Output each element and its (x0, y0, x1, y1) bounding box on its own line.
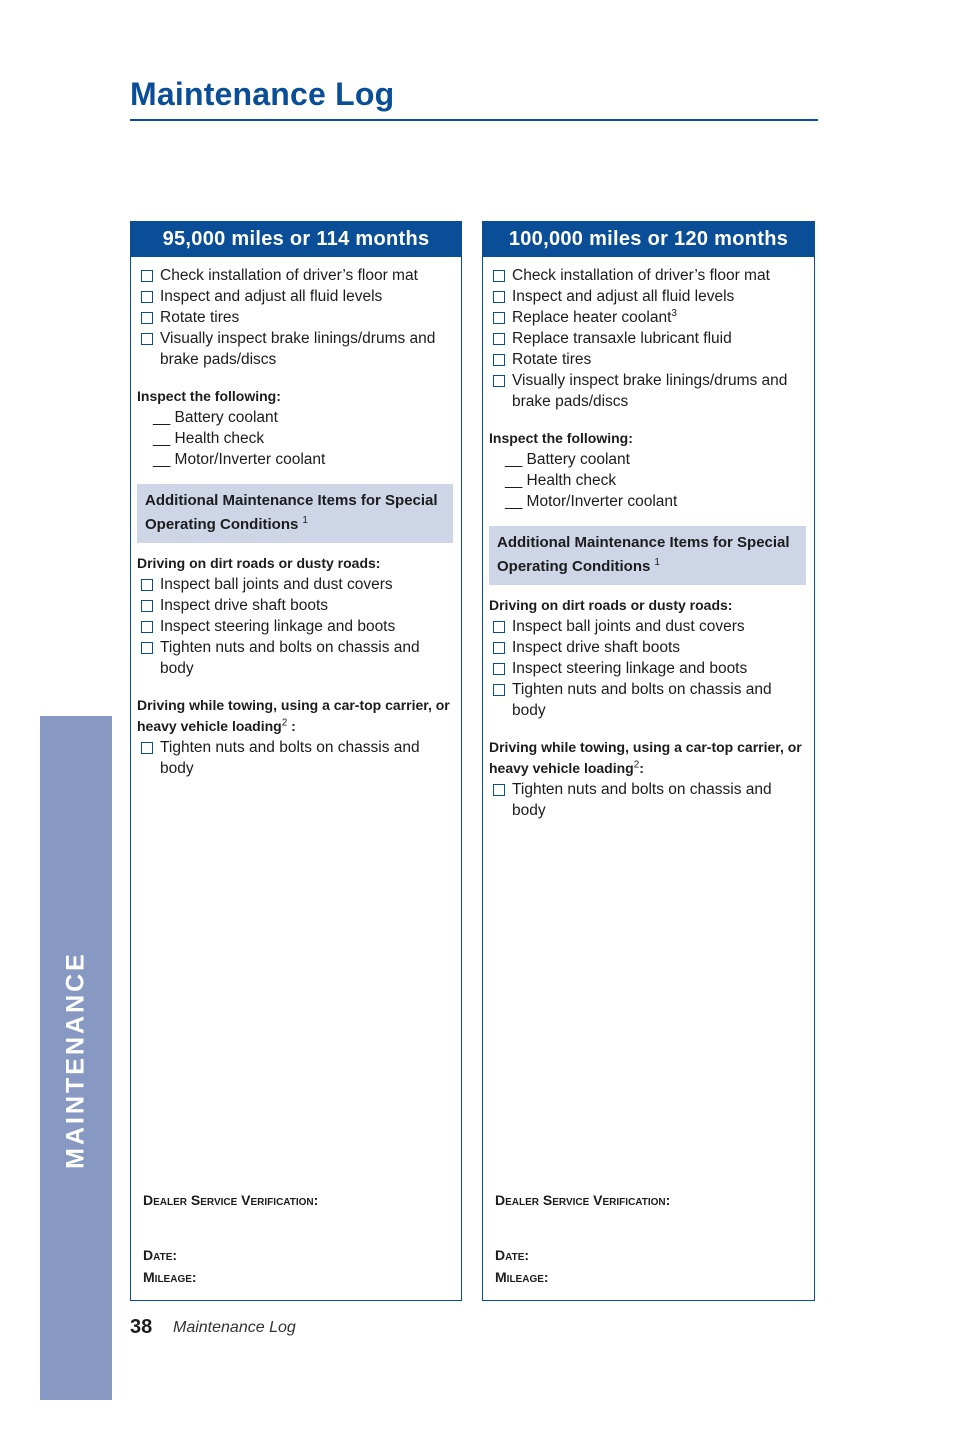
checklist-item-text: Tighten nuts and bolts on chassis and body (160, 739, 420, 777)
checklist-item (489, 616, 808, 637)
checklist-item-text: Replace transaxle lubricant fluid (512, 330, 732, 347)
checkbox[interactable] (493, 684, 505, 696)
page-title: Maintenance Log (130, 76, 395, 112)
checklist-item (489, 286, 808, 307)
checklist-item-text: Replace heater coolant (512, 309, 672, 326)
inspect-item: __ Motor/Inverter coolant (505, 493, 678, 510)
panel-body (483, 257, 814, 821)
towing-label (137, 695, 455, 737)
special-conditions-title: Additional Maintenance Items for Special Operating Conditions (145, 492, 438, 533)
checklist-item-text: Rotate tires (160, 309, 240, 326)
panel-body (131, 257, 461, 779)
checklist-item-text: Inspect ball joints and dust covers (160, 576, 393, 593)
checkbox[interactable] (141, 291, 153, 303)
checklist-item (489, 328, 808, 349)
title-rule (130, 119, 818, 121)
checkbox[interactable] (493, 375, 505, 387)
maintenance-panel (482, 221, 815, 1301)
checkbox[interactable] (493, 784, 505, 796)
towing-label (489, 737, 808, 779)
checklist-item-text: Inspect ball joints and dust covers (512, 618, 745, 635)
checklist-item-text: Tighten nuts and bolts on chassis and body (512, 781, 772, 819)
checklist-item (489, 265, 808, 286)
page-number: 38 (130, 1316, 153, 1338)
inspect-item: __ Health check (153, 430, 265, 447)
maintenance-panel (130, 221, 462, 1301)
checkbox[interactable] (141, 600, 153, 612)
checklist-item (137, 616, 455, 637)
towing-label-text: Driving while towing, using a car-top carrier, or heavy vehicle loading (137, 697, 450, 734)
inspect-item: __ Battery coolant (505, 451, 630, 468)
checklist-item (137, 286, 455, 307)
checkbox[interactable] (493, 642, 505, 654)
checklist-item-text: Check installation of driver’s floor mat (512, 267, 770, 284)
checklist-item-text: Inspect steering linkage and boots (512, 660, 748, 677)
checklist-item (489, 679, 808, 721)
checkbox[interactable] (493, 270, 505, 282)
special-conditions-box (137, 484, 453, 543)
checklist-item (137, 637, 455, 679)
dealer-verification-label: Dealer Service Verification: (143, 1192, 319, 1208)
checkbox[interactable] (493, 621, 505, 633)
panel-header: 95,000 miles or 114 months (131, 222, 461, 257)
checkbox[interactable] (493, 354, 505, 366)
date-label: Date: (143, 1247, 178, 1263)
dirt-roads-label: Driving on dirt roads or dusty roads: (137, 555, 381, 571)
dirt-roads-label: Driving on dirt roads or dusty roads: (489, 597, 733, 613)
inspect-item: __ Motor/Inverter coolant (153, 451, 326, 468)
date-label: Date: (495, 1247, 530, 1263)
towing-label-suffix: : (287, 718, 296, 734)
inspect-label: Inspect the following: (137, 388, 281, 404)
checklist-item-text: Rotate tires (512, 351, 592, 368)
checklist-item (137, 574, 455, 595)
checklist-item-text: Visually inspect brake linings/drums and brake pads/discs (512, 372, 788, 410)
checklist-item (489, 779, 808, 821)
checklist-item-text: Inspect drive shaft boots (160, 597, 329, 614)
special-conditions-box (489, 526, 806, 585)
checklist-item-text: Tighten nuts and bolts on chassis and body (160, 639, 420, 677)
checklist-item (137, 328, 455, 370)
footnote-ref: 2 (633, 759, 640, 771)
checklist-item-text: Visually inspect brake linings/drums and brake pads/discs (160, 330, 436, 368)
checkbox[interactable] (141, 742, 153, 754)
inspect-item: __ Health check (505, 472, 617, 489)
checklist-item-text: Inspect steering linkage and boots (160, 618, 396, 635)
checklist-item-text: Inspect and adjust all fluid levels (512, 288, 735, 305)
footer-label: Maintenance Log (173, 1319, 296, 1336)
checklist-item-text: Tighten nuts and bolts on chassis and body (512, 681, 772, 719)
checkbox[interactable] (141, 333, 153, 345)
mileage-label: Mileage: (143, 1269, 197, 1285)
side-tab-label: MAINTENANCE (61, 951, 90, 1169)
checklist-item-text: Inspect and adjust all fluid levels (160, 288, 383, 305)
checklist-item (489, 349, 808, 370)
dealer-verification-label: Dealer Service Verification: (495, 1192, 671, 1208)
checkbox[interactable] (141, 642, 153, 654)
checklist-item (489, 637, 808, 658)
special-conditions-title: Additional Maintenance Items for Special Operating Conditions (497, 534, 790, 575)
footnote-ref: 2 (281, 717, 288, 729)
checklist-item (137, 737, 455, 779)
checkbox[interactable] (141, 312, 153, 324)
checkbox[interactable] (493, 333, 505, 345)
footnote-ref: 3 (671, 307, 677, 319)
footnote-ref: 1 (302, 515, 308, 526)
checklist-item (137, 265, 455, 286)
checklist-item (489, 307, 808, 328)
checkbox[interactable] (493, 291, 505, 303)
towing-label-text: Driving while towing, using a car-top carrier, or heavy vehicle loading (489, 739, 802, 776)
checklist-item-text: Inspect drive shaft boots (512, 639, 681, 656)
inspect-label: Inspect the following: (489, 430, 633, 446)
checkbox[interactable] (141, 621, 153, 633)
footnote-ref: 1 (654, 557, 660, 568)
inspect-item: __ Battery coolant (153, 409, 278, 426)
checkbox[interactable] (141, 579, 153, 591)
checklist-item (489, 370, 808, 412)
checklist-item (489, 658, 808, 679)
mileage-label: Mileage: (495, 1269, 549, 1285)
checklist-item (137, 595, 455, 616)
panel-header: 100,000 miles or 120 months (483, 222, 814, 257)
checkbox[interactable] (141, 270, 153, 282)
checkbox[interactable] (493, 312, 505, 324)
towing-label-suffix: : (639, 760, 644, 776)
checklist-item (137, 307, 455, 328)
checklist-item-text: Check installation of driver’s floor mat (160, 267, 418, 284)
checkbox[interactable] (493, 663, 505, 675)
